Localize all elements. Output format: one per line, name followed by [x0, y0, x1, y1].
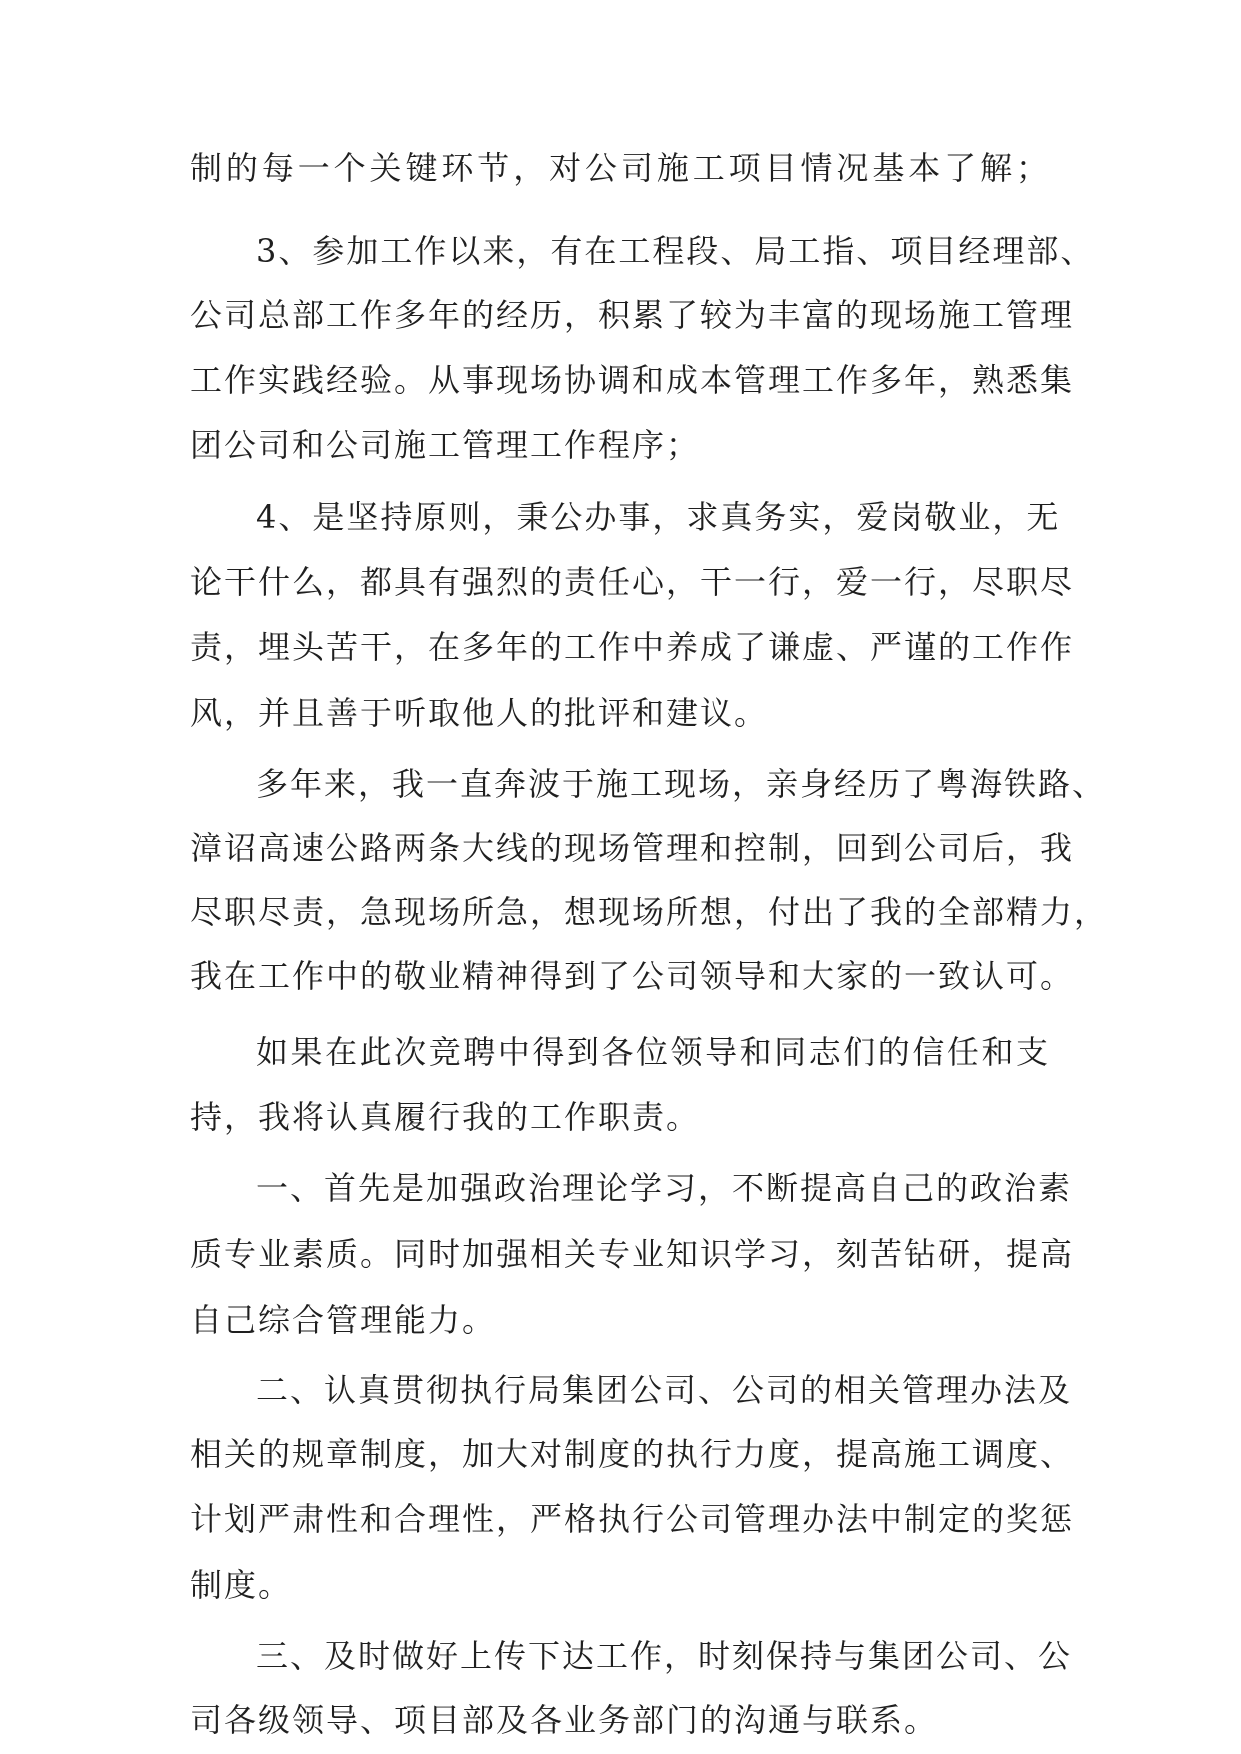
- text-line: 4、是坚持原则，秉公办事，求真务实，爱岗敬业，无: [256, 498, 1061, 536]
- text-line: 多年来，我一直奔波于施工现场，亲身经历了粤海铁路、: [256, 765, 1107, 803]
- text-line: 论干什么，都具有强烈的责任心，干一行，爱一行，尽职尽: [190, 563, 1075, 601]
- text-line: 责，埋头苦干，在多年的工作中养成了谦虚、严谨的工作作: [190, 628, 1075, 666]
- text-line: 公司总部工作多年的经历，积累了较为丰富的现场施工管理: [190, 296, 1075, 334]
- text-line: 尽职尽责，急现场所急，想现场所想，付出了我的全部精力，: [190, 893, 1109, 931]
- text-line: 漳诏高速公路两条大线的现场管理和控制，回到公司后，我: [190, 829, 1075, 867]
- text-line: 自己综合管理能力。: [190, 1301, 497, 1339]
- text-line: 如果在此次竞聘中得到各位领导和同志们的信任和支: [256, 1033, 1050, 1071]
- text-line: 计划严肃性和合理性，严格执行公司管理办法中制定的奖惩: [190, 1500, 1075, 1538]
- text-line: 三、及时做好上传下达工作，时刻保持与集团公司、公: [256, 1637, 1073, 1675]
- text-line: 制度。: [190, 1566, 293, 1604]
- text-line: 我在工作中的敬业精神得到了公司领导和大家的一致认可。: [190, 957, 1075, 995]
- text-line: 司各级领导、项目部及各业务部门的沟通与联系。: [190, 1701, 939, 1739]
- text-line: 二、认真贯彻执行局集团公司、公司的相关管理办法及: [256, 1371, 1073, 1409]
- text-line: 一、首先是加强政治理论学习，不断提高自己的政治素: [256, 1169, 1073, 1207]
- text-line: 3、参加工作以来，有在工程段、局工指、项目经理部、: [256, 232, 1095, 270]
- text-line: 持，我将认真履行我的工作职责。: [190, 1098, 701, 1136]
- text-line: 质专业素质。同时加强相关专业知识学习，刻苦钻研，提高: [190, 1235, 1075, 1273]
- text-line: 工作实践经验。从事现场协调和成本管理工作多年，熟悉集: [190, 361, 1075, 399]
- text-line: 团公司和公司施工管理工作程序；: [190, 426, 701, 464]
- text-line: 相关的规章制度，加大对制度的执行力度，提高施工调度、: [190, 1435, 1075, 1473]
- text-line: 制的每一个关键环节，对公司施工项目情况基本了解；: [190, 149, 1050, 187]
- text-line: 风，并且善于听取他人的批评和建议。: [190, 694, 769, 732]
